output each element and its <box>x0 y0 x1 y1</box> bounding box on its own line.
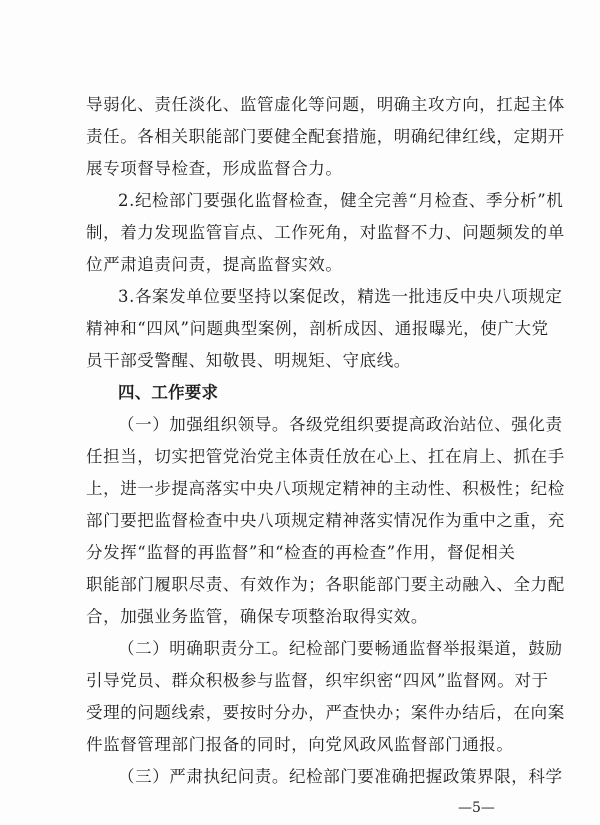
paragraph-line: 任担当，切实把管党治党主体责任放在心上、扛在肩上、抓在手 <box>86 447 565 466</box>
paragraph-line: 责任。各相关职能部门要健全配套措施，明确纪律红线，定期开 <box>86 127 565 146</box>
paragraph-line: 导弱化、责任淡化、监管虚化等问题，明确主攻方向，扛起主体 <box>86 95 565 114</box>
page-number: —5— <box>458 800 495 816</box>
paragraph-line: 精神和“四风”问题典型案例，剖析成因、通报曝光，使广大党 <box>86 319 549 338</box>
paragraph-line: 2.纪检部门要强化监督检查，健全完善“月检查、季分析”机 <box>118 191 564 210</box>
paragraph-line: 部门要把监督检查中央八项规定精神落实情况作为重中之重，充 <box>86 511 565 530</box>
paragraph-line: 上，进一步提高落实中央八项规定精神的主动性、积极性；纪检 <box>86 479 565 498</box>
paragraph-line: 职能部门履职尽责、有效作为；各职能部门要主动融入、全力配 <box>86 575 565 594</box>
paragraph-line: 位严肃追责问责，提高监督实效。 <box>86 255 343 274</box>
paragraph-line: 引导党员、群众积极参与监督，织牢织密“四风”监督网。对于 <box>86 671 549 690</box>
paragraph-line: 制，着力发现监管盲点、工作死角，对监督不力、问题频发的单 <box>86 223 565 242</box>
section-heading: 四、工作要求 <box>118 383 219 402</box>
paragraph-line: 展专项督导检查，形成监督合力。 <box>86 159 343 178</box>
paragraph-line: 受理的问题线索，要按时分办，严查快办；案件办结后，在向案 <box>86 703 565 722</box>
paragraph-line: 员干部受警醒、知敬畏、明规矩、守底线。 <box>86 351 411 370</box>
paragraph-line: 件监督管理部门报备的同时，向党风政风监督部门通报。 <box>86 735 514 754</box>
paragraph-line: 3.各案发单位要坚持以案促改，精选一批违反中央八项规定 <box>118 287 563 306</box>
paragraph-line: 分发挥“监督的再监督”和“检查的再检查”作用，督促相关 <box>86 543 516 562</box>
paragraph-line: （一）加强组织领导。各级党组织要提高政治站位、强化责 <box>118 415 563 434</box>
paragraph-line: 合，加强业务监管，确保专项整治取得实效。 <box>86 607 428 626</box>
paragraph-line: （二）明确职责分工。纪检部门要畅通监督举报渠道，鼓励 <box>118 639 563 658</box>
paragraph-line: （三）严肃执纪问责。纪检部门要准确把握政策界限，科学 <box>118 767 563 786</box>
